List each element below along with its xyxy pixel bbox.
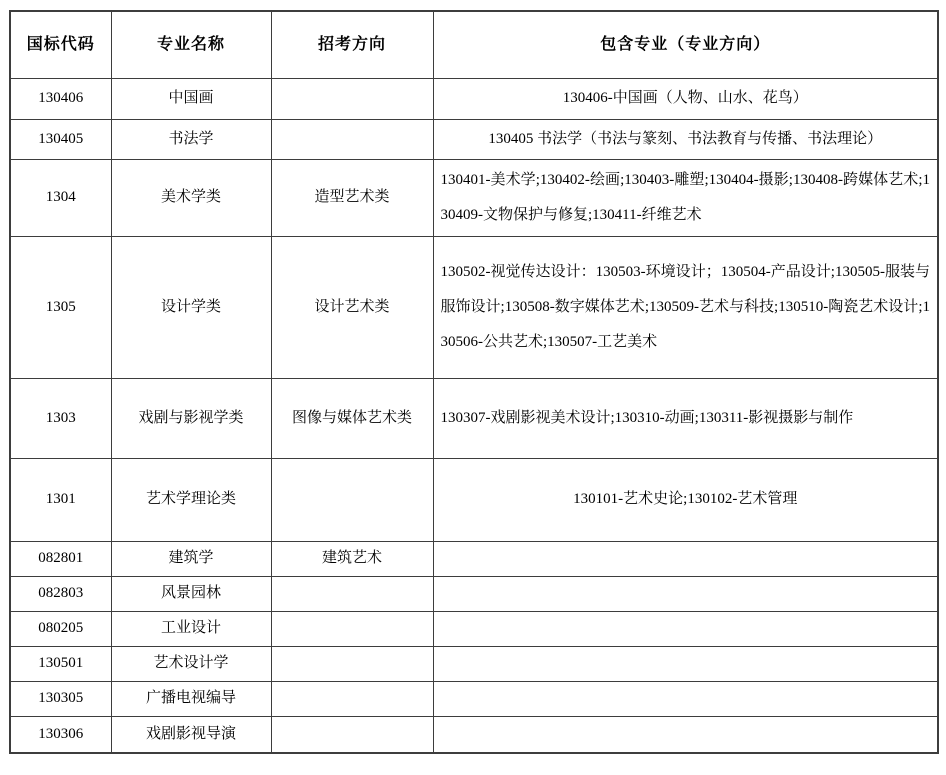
cell-code: 082803	[10, 576, 111, 611]
cell-included	[433, 576, 938, 611]
cell-direction: 造型艺术类	[271, 159, 433, 236]
header-code: 国标代码	[10, 11, 111, 78]
cell-code: 1303	[10, 378, 111, 458]
cell-name: 建筑学	[111, 541, 271, 576]
cell-name: 设计学类	[111, 236, 271, 378]
cell-direction	[271, 716, 433, 753]
cell-code: 1304	[10, 159, 111, 236]
table-row	[10, 716, 938, 753]
cell-direction: 图像与媒体艺术类	[271, 378, 433, 458]
cell-included: 130401-美术学;130402-绘画;130403-雕塑;130404-摄影;130408-跨媒体艺术;130409-文物保护与修复;130411-纤维艺术	[433, 159, 938, 236]
table-row	[10, 576, 938, 611]
cell-name: 美术学类	[111, 159, 271, 236]
header-included: 包含专业（专业方向）	[433, 11, 938, 78]
cell-direction: 建筑艺术	[271, 541, 433, 576]
cell-included: 130406-中国画（人物、山水、花鸟）	[433, 78, 938, 119]
header-name: 专业名称	[111, 11, 271, 78]
table-row	[10, 681, 938, 716]
table-row	[10, 378, 938, 458]
cell-direction	[271, 646, 433, 681]
cell-direction	[271, 611, 433, 646]
cell-included: 130101-艺术史论;130102-艺术管理	[433, 458, 938, 541]
cell-name: 风景园林	[111, 576, 271, 611]
table-row	[10, 119, 938, 159]
header-direction: 招考方向	[271, 11, 433, 78]
table-row	[10, 611, 938, 646]
cell-included	[433, 646, 938, 681]
cell-included	[433, 681, 938, 716]
cell-included	[433, 716, 938, 753]
cell-direction: 设计艺术类	[271, 236, 433, 378]
cell-name: 书法学	[111, 119, 271, 159]
cell-name: 广播电视编导	[111, 681, 271, 716]
cell-direction	[271, 78, 433, 119]
majors-table	[9, 10, 939, 754]
cell-included	[433, 541, 938, 576]
cell-included: 130405 书法学（书法与篆刻、书法教育与传播、书法理论）	[433, 119, 938, 159]
table-row	[10, 541, 938, 576]
cell-direction	[271, 119, 433, 159]
table-row	[10, 458, 938, 541]
cell-code: 1305	[10, 236, 111, 378]
cell-code: 130501	[10, 646, 111, 681]
table-row	[10, 78, 938, 119]
table-header-row	[10, 11, 938, 78]
table-row	[10, 236, 938, 378]
cell-included	[433, 611, 938, 646]
cell-code: 130405	[10, 119, 111, 159]
table-row	[10, 159, 938, 236]
cell-name: 戏剧与影视学类	[111, 378, 271, 458]
cell-code: 130305	[10, 681, 111, 716]
cell-code: 080205	[10, 611, 111, 646]
cell-code: 1301	[10, 458, 111, 541]
cell-name: 工业设计	[111, 611, 271, 646]
cell-direction	[271, 681, 433, 716]
cell-name: 戏剧影视导演	[111, 716, 271, 753]
cell-code: 082801	[10, 541, 111, 576]
cell-name: 艺术学理论类	[111, 458, 271, 541]
cell-code: 130406	[10, 78, 111, 119]
table-row	[10, 646, 938, 681]
cell-direction	[271, 458, 433, 541]
cell-included: 130502-视觉传达设计：130503-环境设计；130504-产品设计;130505-服装与服饰设计;130508-数字媒体艺术;130509-艺术与科技;130510-陶瓷艺术设计;130506-公共艺术;130507-工艺美术	[433, 236, 938, 378]
cell-direction	[271, 576, 433, 611]
cell-name: 艺术设计学	[111, 646, 271, 681]
cell-name: 中国画	[111, 78, 271, 119]
cell-code: 130306	[10, 716, 111, 753]
cell-included: 130307-戏剧影视美术设计;130310-动画;130311-影视摄影与制作	[433, 378, 938, 458]
